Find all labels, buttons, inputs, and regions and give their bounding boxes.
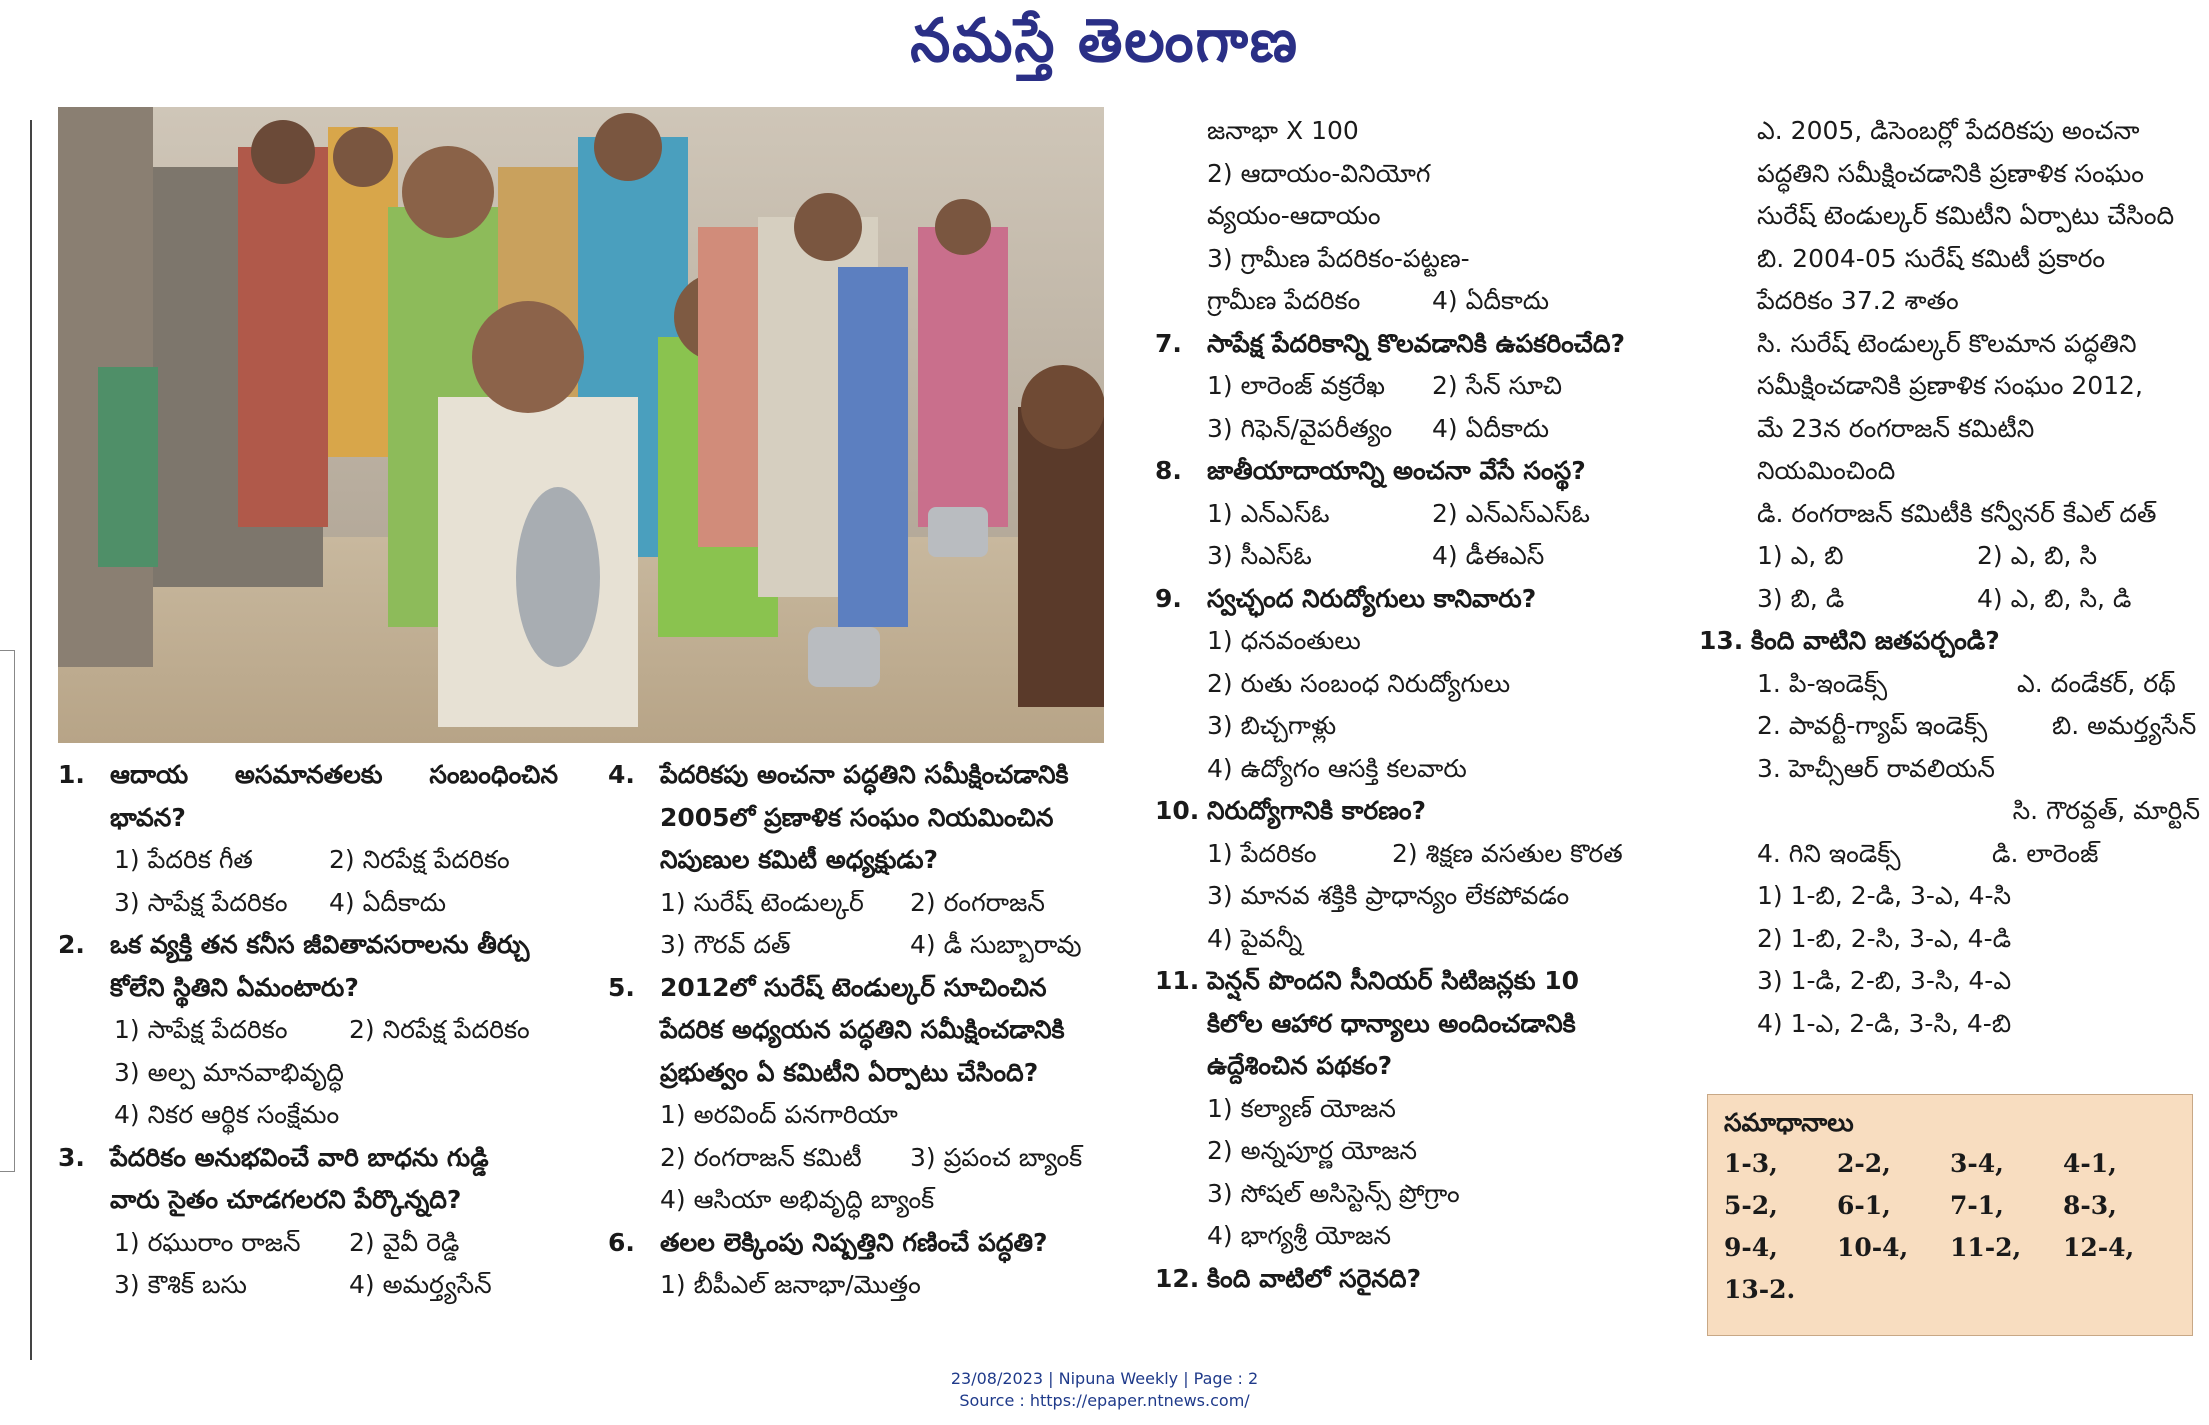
answers-title: సమాధానాలు xyxy=(1724,1108,1854,1137)
option-row xyxy=(58,1222,558,1265)
option: 1) లారెంజ్ వక్రరేఖ xyxy=(1207,371,1386,400)
masthead xyxy=(0,0,2209,90)
option: 4) అమర్త్యసేన్ xyxy=(349,1270,492,1299)
option-row xyxy=(1705,578,2200,621)
option-row xyxy=(58,1264,558,1307)
question-text: 2005లో ప్రణాళిక సంఘం నియమించిన xyxy=(660,802,1054,832)
question-7: 7. సాపేక్ష పేదరికాన్ని కొలవడానికి ఉపకరించేది? xyxy=(1155,323,1665,366)
column-4 xyxy=(1699,110,2200,1045)
question-text: నిపుణుల కమిటీ అధ్యక్షుడు? xyxy=(660,845,939,874)
statement-a-cont: సురేష్ టెండుల్కర్ కమిటీని ఏర్పాటు చేసింది xyxy=(1757,201,2175,230)
statement-d: డి. రంగరాజన్ కమిటీకి కన్వీనర్ కేఎల్ దత్ xyxy=(1757,498,2157,528)
question-2: 2. ఒక వ్యక్తి తన కనీస జీవితావసరాలను తీర్చు xyxy=(58,924,558,967)
question-text: కింది వాటిని జతపర్చండి? xyxy=(1751,626,2000,655)
statement-b-cont: పేదరికం 37.2 శాతం xyxy=(1757,286,1959,315)
option-row xyxy=(608,882,1108,925)
question-text: పేదరిక అధ్యయన పద్ధతిని సమీక్షించడానికి xyxy=(660,1015,1065,1044)
question-text: ఆదాయ అసమానతలకు సంబంధించిన xyxy=(110,760,558,789)
option: 1) ఎ, బి xyxy=(1757,541,1844,570)
question-text: నిరుద్యోగానికి కారణం? xyxy=(1207,796,1427,825)
question-5-cont xyxy=(608,1009,1108,1052)
issue-info: 23/08/2023 | Nipuna Weekly | Page : 2 xyxy=(950,1369,1259,1388)
answer-item: 11-2, xyxy=(1950,1233,2022,1262)
statement-c-cont: నియమించింది xyxy=(1757,456,1896,485)
question-10: 10. నిరుద్యోగానికి కారణం? xyxy=(1155,790,1665,833)
option-continuation: గ్రామీణ పేదరికం xyxy=(1207,286,1361,315)
option: 3) ప్రపంచ బ్యాంక్ xyxy=(910,1142,1083,1172)
question-3: 3. పేదరికం అనుభవించే వారి బాధను గుడ్డి xyxy=(58,1137,558,1180)
question-text: కింది వాటిలో సరైనది? xyxy=(1207,1263,1422,1293)
column-2 xyxy=(608,754,1108,1307)
option: 2) ఎన్ఎస్ఎస్ఓ xyxy=(1432,498,1590,528)
option: 1) పేదరికం xyxy=(1207,838,1317,868)
question-text: ప్రభుత్వం ఏ కమిటీని ఏర్పాటు చేసింది? xyxy=(660,1057,1039,1087)
option-row xyxy=(58,882,558,925)
statement-b: బి. 2004-05 సురేష్ కమిటీ ప్రకారం xyxy=(1757,243,2106,273)
option: 4) భాగ్యశ్రీ యోజన xyxy=(1207,1221,1392,1250)
answer-item: 2-2, xyxy=(1837,1149,1891,1178)
option-row xyxy=(1155,408,1665,451)
option: 4) ఆసియా అభివృద్ధి బ్యాంక్ xyxy=(660,1185,935,1214)
option: 3) సీఎస్ఓ xyxy=(1207,541,1312,570)
option-row xyxy=(1155,280,1665,323)
option-row xyxy=(608,924,1108,967)
match-right: డి. లారెంజ్ xyxy=(1992,838,2099,868)
statement-c: సి. సురేష్ టెండుల్కర్ కొలమాన పద్ధతిని xyxy=(1757,328,2137,358)
newspaper-title: నమస్తే తెలంగాణ xyxy=(910,6,1299,76)
question-1: 1. ఆదాయ అసమానతలకు సంబంధించిన xyxy=(58,754,558,797)
option: 4) నికర ఆర్థిక సంక్షేమం xyxy=(114,1100,340,1129)
option: 4) డీఈఎస్ xyxy=(1432,541,1545,570)
option: 2) ఆదాయం-వినియోగ xyxy=(1207,158,1431,188)
question-11-cont xyxy=(1155,1003,1665,1046)
option: 1) రఘురాం రాజన్ xyxy=(114,1227,301,1257)
option: 2) రంగరాజన్ xyxy=(910,887,1045,917)
option: 2) 1-బి, 2-సి, 3-ఎ, 4-డి xyxy=(1757,923,2012,953)
option: 2) అన్నపూర్ణ యోజన xyxy=(1207,1136,1418,1165)
option: 3) గిఫెన్/వైపరీత్యం xyxy=(1207,413,1393,443)
answers-grid xyxy=(1724,1143,2176,1311)
option: 4) పైవన్నీ xyxy=(1207,923,1303,953)
option-row xyxy=(1155,833,1665,876)
option-row xyxy=(58,1009,558,1052)
answer-item: 10-4, xyxy=(1837,1233,1909,1262)
option-row xyxy=(1155,535,1665,578)
option: 2) సేన్ సూచి xyxy=(1432,371,1563,400)
option: 3) కౌశిక్ బసు xyxy=(114,1270,247,1299)
option-continuation: జనాభా X 100 xyxy=(1207,116,1359,145)
question-5: 5. 2012లో సురేష్ టెండుల్కర్ సూచించిన xyxy=(608,967,1108,1010)
answer-item: 5-2, xyxy=(1724,1191,1778,1220)
option: 2) నిరపేక్ష పేదరికం xyxy=(349,1015,530,1044)
question-6: 6. తలల లెక్కింపు నిష్పత్తిని గణించే పద్ధతి? xyxy=(608,1222,1108,1265)
question-text: కిలోల ఆహార ధాన్యాలు అందించడానికి xyxy=(1207,1008,1576,1038)
option: 3) బిచ్చగాళ్లు xyxy=(1207,711,1337,740)
children-queue-photo xyxy=(58,107,1104,743)
question-3-cont xyxy=(58,1179,558,1222)
option: 4) ఉద్యోగం ఆసక్తి కలవారు xyxy=(1207,753,1467,783)
option: 4) ఏదీకాదు xyxy=(329,887,447,917)
option: 3) గౌరవ్ దత్ xyxy=(660,930,791,959)
answers-box xyxy=(1707,1094,2193,1336)
question-text: 2012లో సురేష్ టెండుల్కర్ సూచించిన xyxy=(660,972,1047,1002)
option-row xyxy=(58,839,558,882)
photo-illustration xyxy=(58,107,1104,743)
option: 1) సురేష్ టెండుల్కర్ xyxy=(660,887,864,917)
option: 1) బీపీఎల్ జనాభా/మొత్తం xyxy=(660,1270,921,1299)
question-text: పెన్షన్ పొందని సీనియర్ సిటిజన్లకు 10 xyxy=(1207,966,1579,995)
answer-item: 4-1, xyxy=(2063,1149,2117,1178)
match-left: 4. గిని ఇండెక్స్ xyxy=(1757,838,1901,868)
option: 1) ఎన్ఎస్ఓ xyxy=(1207,498,1330,528)
match-left: 2. పావర్టీ-గ్యాప్ ఇండెక్స్ xyxy=(1757,711,1988,740)
option: 1) అరవింద్ పనగారియా xyxy=(660,1100,898,1129)
option: 4) ఎ, బి, సి, డి xyxy=(1977,583,2132,613)
match-right: సి. గౌరవ్దత్, మార్టిన్ xyxy=(2012,796,2200,825)
question-11-cont xyxy=(1155,1045,1665,1088)
answer-item: 12-4, xyxy=(2063,1233,2135,1262)
match-left: 1. పి-ఇండెక్స్ xyxy=(1757,668,1888,698)
option: 1) పేదరిక గీత xyxy=(114,845,253,874)
match-right: బి. అమర్త్యసేన్ xyxy=(2052,711,2197,740)
statement-a-cont: పద్ధతిని సమీక్షించడానికి ప్రణాళిక సంఘం xyxy=(1757,158,2144,188)
question-8: 8. జాతీయాదాయాన్ని అంచనా వేసే సంస్థ? xyxy=(1155,450,1665,493)
source-link[interactable]: Source : https://epaper.ntnews.com/ xyxy=(959,1391,1250,1410)
match-right: ఎ. దండేకర్, రథ్ xyxy=(2017,668,2176,698)
question-12: 12. కింది వాటిలో సరైనది? xyxy=(1155,1258,1665,1301)
question-1-cont xyxy=(58,797,558,840)
option: 2) నిరపేక్ష పేదరికం xyxy=(329,845,510,874)
question-text: ఉద్దేశించిన పథకం? xyxy=(1207,1051,1393,1080)
column-3 xyxy=(1155,110,1665,1300)
answer-item: 8-3, xyxy=(2063,1191,2117,1220)
option: 4) ఏదీకాదు xyxy=(1432,413,1550,443)
question-13: 13. కింది వాటిని జతపర్చండి? xyxy=(1699,620,2200,663)
option-row xyxy=(1155,365,1665,408)
option: 2) రంగరాజన్ కమిటీ xyxy=(660,1142,862,1172)
question-4: 4. పేదరికపు అంచనా పద్ధతిని సమీక్షించడానికి xyxy=(608,754,1108,797)
match-row xyxy=(1705,705,2200,748)
option-row xyxy=(1155,493,1665,536)
option: 3) గ్రామీణ పేదరికం-పట్టణ- xyxy=(1207,243,1470,273)
question-4-cont xyxy=(608,839,1108,882)
question-text: ఒక వ్యక్తి తన కనీస జీవితావసరాలను తీర్చు xyxy=(110,930,530,959)
question-9: 9. స్వచ్ఛంద నిరుద్యోగులు కానివారు? xyxy=(1155,578,1665,621)
option: 2) శిక్షణ వసతుల కొరత xyxy=(1392,838,1623,868)
answer-item: 9-4, xyxy=(1724,1233,1778,1262)
statement-c-cont: మే 23న రంగరాజన్ కమిటీని xyxy=(1757,413,2035,443)
option: 2) రుతు సంబంధ నిరుద్యోగులు xyxy=(1207,668,1511,698)
question-text: సాపేక్ష పేదరికాన్ని కొలవడానికి ఉపకరించేది? xyxy=(1207,328,1626,358)
match-left: 3. హెచ్సీఆర్ రావలియన్ xyxy=(1757,753,1995,783)
option: 2) ఎ, బి, సి xyxy=(1977,541,2097,570)
adjacent-page-fragment xyxy=(0,650,15,1172)
option: 1) 1-బి, 2-డి, 3-ఎ, 4-సి xyxy=(1757,881,2012,910)
question-text: స్వచ్ఛంద నిరుద్యోగులు కానివారు? xyxy=(1207,583,1537,613)
statement-c-cont: సమీక్షించడానికి ప్రణాళిక సంఘం 2012, xyxy=(1757,371,2143,400)
question-text: తలల లెక్కింపు నిష్పత్తిని గణించే పద్ధతి? xyxy=(660,1227,1048,1257)
option: 1) సాపేక్ష పేదరికం xyxy=(114,1015,288,1044)
question-text: పేదరికం అనుభవించే వారి బాధను గుడ్డి xyxy=(110,1142,489,1172)
option: 3) 1-డి, 2-బి, 3-సి, 4-ఎ xyxy=(1757,966,2012,995)
question-text: పేదరికపు అంచనా పద్ధతిని సమీక్షించడానికి xyxy=(660,760,1069,789)
option-row xyxy=(608,1137,1108,1180)
page-footer xyxy=(0,1368,2209,1412)
question-text: వారు సైతం చూడగలరని పేర్కొన్నది? xyxy=(110,1185,462,1214)
statement-a: ఎ. 2005, డిసెంబర్లో పేదరికపు అంచనా xyxy=(1757,116,2140,145)
match-row xyxy=(1705,663,2200,706)
option: 3) సాపేక్ష పేదరికం xyxy=(114,887,288,917)
question-text: భావన? xyxy=(110,802,186,832)
option: 2) వైవీ రెడ్డి xyxy=(349,1227,460,1257)
question-2-cont xyxy=(58,967,558,1010)
option-continuation: వ్యయం-ఆదాయం xyxy=(1207,201,1381,230)
option-row xyxy=(1705,535,2200,578)
option: 1) కల్యాణ్ యోజన xyxy=(1207,1093,1396,1123)
column-divider xyxy=(30,120,32,1360)
option: 4) ఏదీకాదు xyxy=(1432,286,1550,315)
question-11: 11. పెన్షన్ పొందని సీనియర్ సిటిజన్లకు 10 xyxy=(1155,960,1665,1003)
answer-item: 3-4, xyxy=(1950,1149,2004,1178)
option: 4) 1-ఎ, 2-డి, 3-సి, 4-బి xyxy=(1757,1008,2012,1038)
question-text: కోలేని స్థితిని ఏమంటారు? xyxy=(110,972,359,1002)
option: 4) డీ సుబ్బారావు xyxy=(910,930,1082,959)
option: 3) బి, డి xyxy=(1757,583,1845,613)
question-text: జాతీయాదాయాన్ని అంచనా వేసే సంస్థ? xyxy=(1207,456,1586,485)
answer-item: 13-2. xyxy=(1724,1275,1796,1304)
option: 3) అల్ప మానవాభివృద్ధి xyxy=(114,1057,344,1087)
option: 1) ధనవంతులు xyxy=(1207,626,1361,655)
option: 3) సోషల్ అసిస్టెన్స్ ప్రోగ్రాం xyxy=(1207,1178,1460,1208)
answer-item: 7-1, xyxy=(1950,1191,2004,1220)
option: 3) మానవ శక్తికి ప్రాధాన్యం లేకపోవడం xyxy=(1207,881,1570,910)
answer-item: 6-1, xyxy=(1837,1191,1891,1220)
answer-item: 1-3, xyxy=(1724,1149,1778,1178)
match-row xyxy=(1705,833,2200,876)
question-5-cont xyxy=(608,1052,1108,1095)
question-4-cont xyxy=(608,797,1108,840)
column-1 xyxy=(58,754,558,1307)
